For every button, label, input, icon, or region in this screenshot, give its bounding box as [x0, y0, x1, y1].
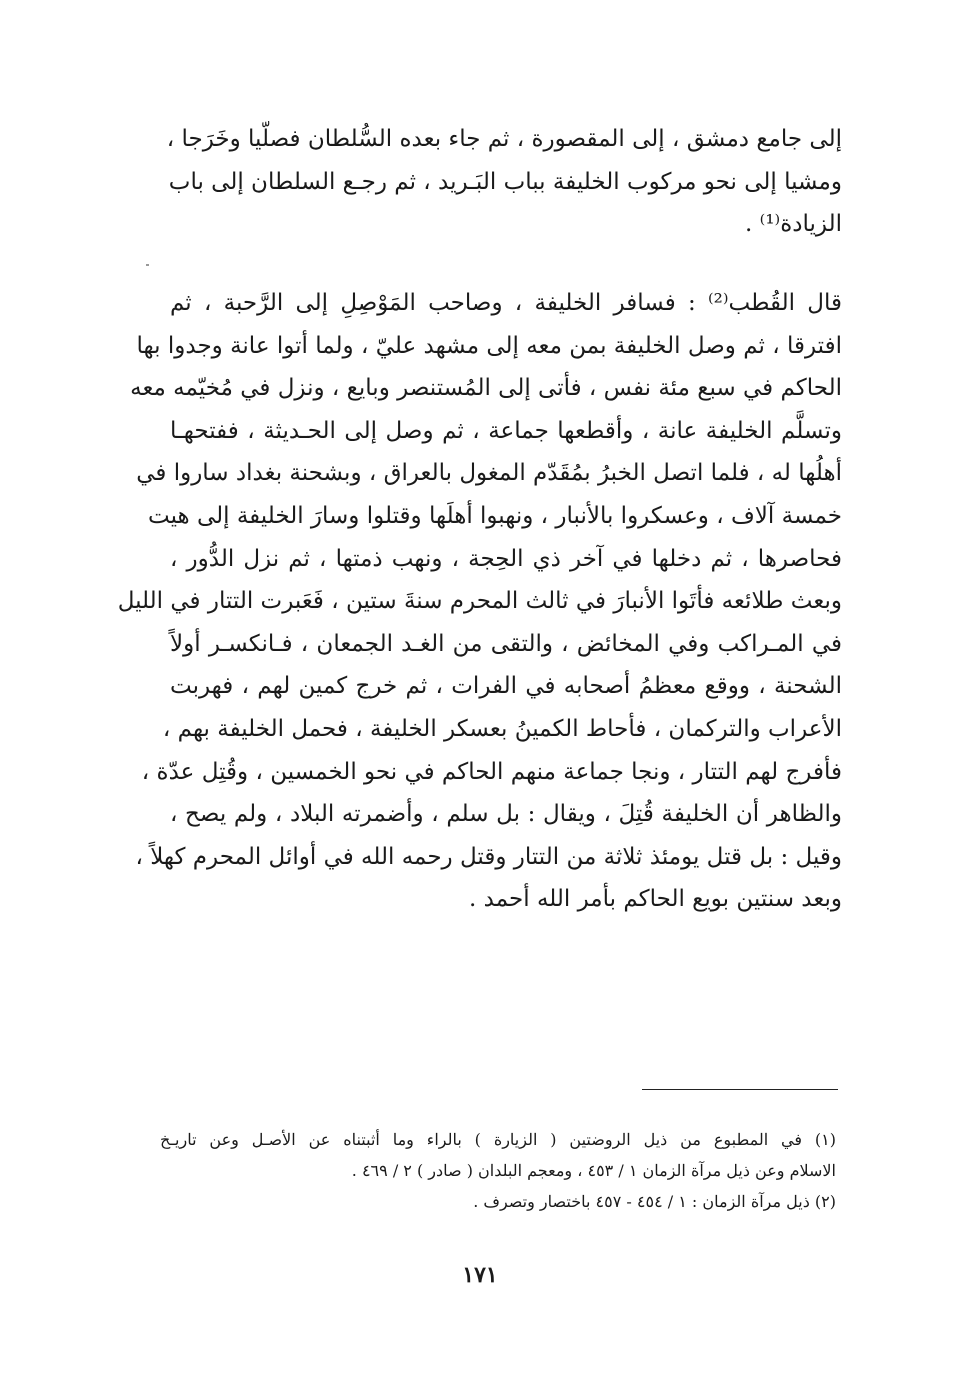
footnotes — [160, 1124, 836, 1217]
text-line: فأفرج لهم التتار ، ونجا جماعة منهم الحاكم في نحو الخمسين ، وقُتِل عدّة ، — [141, 758, 842, 785]
text-line: والظاهر أن الخليفة قُتِلَ ، ويقال : بل سلم ، وأضمرته البلاد ، ولم يصح ، — [170, 801, 842, 828]
text-line: خمسة آلاف ، وعسكروا بالأنبار ، ونهبوا أهلَها وقتلوا وسارَ الخليفة إلى هيت — [148, 502, 842, 529]
footnote-line: الاسلام وعن ذيل مرآة الزمان ١ / ٤٥٣ ، ومعجم البلدان ( صادر ) ٢ / ٤٦٩ . — [351, 1161, 836, 1180]
text-line: فحاصرها ، ثم دخلها في آخر ذي الحِجة ، ونهب ذمتها ، ثم نزل الدُّور ، — [170, 545, 842, 572]
margin-mark — [146, 264, 149, 266]
text-line: الزيادة⁽¹⁾ . — [745, 211, 842, 238]
text-line: ومشيا إلى نحو مركوب الخليفة بباب البَـريد ، ثم رجـع السلطان إلى باب — [168, 168, 842, 195]
text-line: قال القُطب⁽²⁾ : فسافر الخليفة ، وصاحب المَوْصِلِ إلى الرَّحبة ، ثم — [170, 290, 842, 316]
text-line: أهلُها له ، فلما اتصل الخبرُ بمُقَدّم المغول بالعراق ، وبشحنة بغداد ساروا في — [136, 460, 842, 487]
text-line: وبعد سنتين بويع الحاكم بأمر الله أحمد . — [469, 886, 842, 913]
paragraph-2 — [117, 282, 842, 921]
text-line: إلى جامع دمشق ، إلى المقصورة ، ثم جاء بعده السُّلطان فصلّيا وخَرَجا ، — [166, 126, 842, 152]
text-line: في المـراكب وفي المخائض ، والتقى من الغـد الجمعان ، فـانكسـر أولاً — [170, 630, 842, 657]
paragraph-1 — [166, 118, 842, 246]
text-line: الشحنة ، ووقع معظمُ أصحابه في الفرات ، ثم خرج كمين لهم ، فهربت — [170, 673, 842, 700]
text-line: الحاكم في سبع مئة نفس ، فأتى إلى المُستنصر وبايع ، ونزل في مُخيّمه معه — [130, 375, 842, 402]
text-line: الأعراب والتركمان ، فأحاط الكمينُ بعسكر الخليفة ، فحمل الخليفة بهم ، — [162, 715, 842, 742]
footnote-separator — [642, 1089, 838, 1090]
footnote-line: (١) في المطبوع من ذيل الروضتين ( الزيارة ) بالراء وما أثبتناه عن الأصـل وعن تاريـخ — [160, 1130, 836, 1149]
page-number: ١٧١ — [462, 1262, 498, 1288]
footnote-line: (٢) ذيل مرآة الزمان : ١ / ٤٥٤ - ٤٥٧ باختصار وتصرف . — [473, 1192, 836, 1211]
text-line: وتسلَّم الخليفة عانة ، وأقطعها جماعة ، ثم وصل إلى الحـديثة ، ففتحهـا — [170, 417, 842, 444]
text-line: وقيل : بل قتل يومئذ ثلاثة من التتار وقتل رحمه الله في أوائل المحرم كهلاً ، — [135, 843, 842, 870]
text-line: افترقا ، ثم وصل الخليفة بمن معه إلى مشهد عليّ ، ولما أتوا عانة وجدوا بها — [136, 332, 842, 359]
text-line: وبعث طلائعه فأتَوا الأنبارَ في ثالث المحرم سنةَ ستين ، فَعَبرت التتار في الليل — [117, 588, 842, 615]
